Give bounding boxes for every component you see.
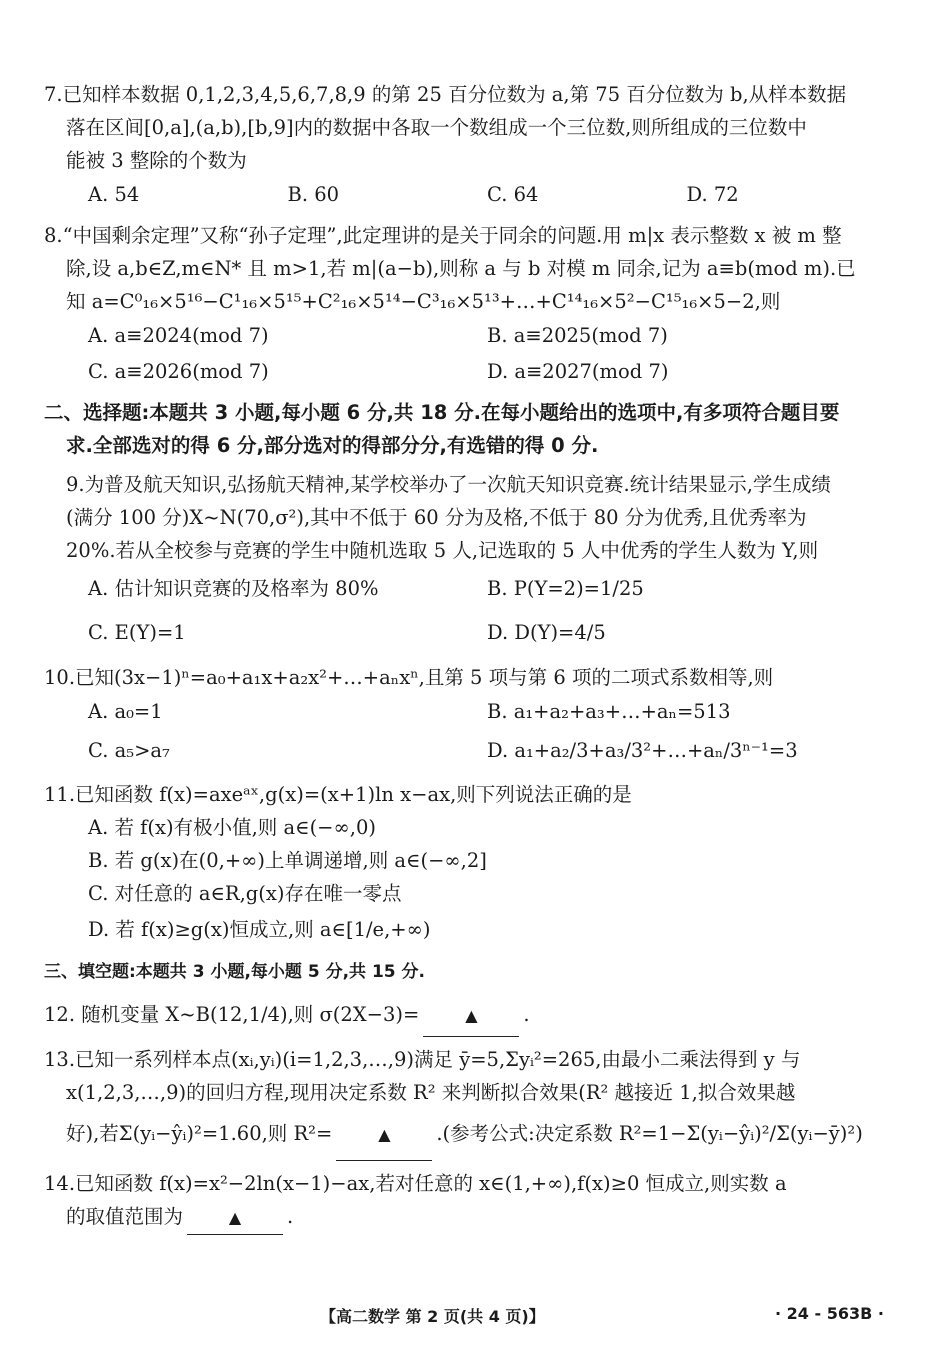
q7-option-b: B. 60	[287, 183, 340, 206]
q14-period: .	[287, 1205, 294, 1228]
q11-option-b: B. 若 g(x)在(0,+∞)上单调递增,则 a∈(−∞,2]	[88, 849, 487, 872]
q7-option-a: A. 54	[88, 183, 140, 206]
q8-option-d: D. a≡2027(mod 7)	[487, 360, 669, 383]
q14-answer-blank	[187, 1200, 283, 1235]
q11-option-d: D. 若 f(x)≥g(x)恒成立,则 a∈[1/e,+∞)	[88, 918, 431, 941]
q9-line-3: 20%.若从全校参与竞赛的学生中随机选取 5 人,记选取的 5 人中优秀的学生人数为 Y,则	[66, 539, 819, 562]
q9-option-d: D. D(Y)=4/5	[487, 621, 606, 644]
section-3-line: 三、填空题:本题共 3 小题,每小题 5 分,共 15 分.	[44, 962, 425, 982]
q8-option-b: B. a≡2025(mod 7)	[487, 324, 668, 347]
q13-line-3-end: .(参考公式:决定系数 R²=1−Σ(yᵢ−ŷᵢ)²/Σ(yᵢ−ȳ)²)	[436, 1122, 863, 1145]
section-3-heading	[44, 956, 886, 989]
q14-line-1: 14.已知函数 f(x)=x²−2ln(x−1)−ax,若对任意的 x∈(1,+∞),f(x)≥0 恒成立,则实数 a	[44, 1172, 787, 1195]
q7-line-2: 落在区间[0,a],(a,b),[b,9]内的数据中各取一个数组成一个三位数,则所组成的三位数中	[66, 116, 807, 139]
q8-line-2: 除,设 a,b∈Z,m∈N* 且 m>1,若 m|(a−b),则称 a 与 b 对模 m 同余,记为 a≡b(mod m).已	[66, 257, 856, 280]
q10-option-b: B. a₁+a₂+a₃+…+aₙ=513	[487, 700, 731, 723]
q8-line-3: 知 a=C⁰₁₆×5¹⁶−C¹₁₆×5¹⁵+C²₁₆×5¹⁴−C³₁₆×5¹³+…+C¹⁴₁₆×5²−C¹⁵₁₆×5−2,则	[66, 290, 781, 313]
question-7	[44, 78, 886, 213]
footer-code: · 24 - 563B ·	[775, 1304, 884, 1323]
q10-option-c: C. a₅>a₇	[88, 739, 170, 762]
q10-option-a: A. a₀=1	[88, 700, 163, 723]
q9-line-2: (满分 100 分)X~N(70,σ²),其中不低于 60 分为及格,不低于 80 分为优秀,且优秀率为	[66, 506, 807, 529]
q7-option-c: C. 64	[487, 183, 539, 206]
q11-option-a: A. 若 f(x)有极小值,则 a∈(−∞,0)	[88, 816, 376, 839]
q7-options	[44, 177, 886, 213]
blank-triangle-icon: ▲	[465, 1006, 478, 1025]
q12-period: .	[523, 1003, 530, 1026]
q7-option-d: D. 72	[686, 183, 739, 206]
page-footer	[0, 1304, 950, 1330]
q8-options-row-1	[44, 318, 886, 354]
q13-line-3-start: 好),若Σ(yᵢ−ŷᵢ)²=1.60,则 R²=	[66, 1122, 333, 1145]
question-13	[44, 1043, 886, 1161]
q9-options-row-2	[44, 611, 886, 655]
question-12	[44, 995, 886, 1037]
q10-option-d: D. a₁+a₂/3+a₃/3²+…+aₙ/3ⁿ⁻¹=3	[487, 739, 798, 762]
q12-answer-blank	[423, 995, 519, 1037]
question-11	[44, 778, 886, 950]
q11-option-c: C. 对任意的 a∈R,g(x)存在唯一零点	[88, 882, 402, 905]
q11-line-1: 11.已知函数 f(x)=axeᵃˣ,g(x)=(x+1)ln x−ax,则下列说法正确的是	[44, 783, 632, 806]
blank-triangle-icon: ▲	[228, 1208, 242, 1227]
q9-option-c: C. E(Y)=1	[88, 621, 186, 644]
q7-line-1: 7.已知样本数据 0,1,2,3,4,5,6,7,8,9 的第 25 百分位数为 a,第 75 百分位数为 b,从样本数据	[44, 83, 847, 106]
q13-answer-blank	[336, 1109, 432, 1161]
q10-options-row-1	[44, 694, 886, 730]
q9-line-1: 9.为普及航天知识,弘扬航天精神,某学校举办了一次航天知识竞赛.统计结果显示,学生成绩	[66, 473, 831, 496]
q13-line-1: 13.已知一系列样本点(xᵢ,yᵢ)(i=1,2,3,…,9)满足 ȳ=5,Σyᵢ²=265,由最小二乘法得到 y 与	[44, 1048, 801, 1071]
q9-options-row-1	[44, 567, 886, 611]
section-2-line-2: 求.全部选对的得 6 分,部分选对的得部分分,有选错的得 0 分.	[66, 434, 599, 457]
q9-option-b: B. P(Y=2)=1/25	[487, 577, 644, 600]
question-9	[44, 468, 886, 655]
q10-options-row-2	[44, 730, 886, 772]
q8-option-c: C. a≡2026(mod 7)	[88, 360, 269, 383]
q12-text: 12. 随机变量 X~B(12,1/4),则 σ(2X−3)=	[44, 1003, 420, 1026]
section-2-line-1: 二、选择题:本题共 3 小题,每小题 6 分,共 18 分.在每小题给出的选项中,有多项符合题目要	[44, 401, 840, 424]
blank-triangle-icon: ▲	[378, 1125, 391, 1144]
question-10	[44, 661, 886, 772]
q7-line-3: 能被 3 整除的个数为	[66, 149, 247, 172]
question-8	[44, 219, 886, 390]
footer-page-info: 【高二数学 第 2 页(共 4 页)】	[320, 1307, 545, 1326]
q8-option-a: A. a≡2024(mod 7)	[88, 324, 269, 347]
question-14	[44, 1167, 886, 1235]
q13-line-2: x(1,2,3,…,9)的回归方程,现用决定系数 R² 来判断拟合效果(R² 越接近 1,拟合效果越	[66, 1081, 796, 1104]
q8-options-row-2	[44, 354, 886, 390]
q10-line-1: 10.已知(3x−1)ⁿ=a₀+a₁x+a₂x²+…+aₙxⁿ,且第 5 项与第 6 项的二项式系数相等,则	[44, 666, 774, 689]
q8-line-1: 8.“中国剩余定理”又称“孙子定理”,此定理讲的是关于同余的问题.用 m|x 表示整数 x 被 m 整	[44, 224, 842, 247]
section-2-heading	[44, 396, 886, 462]
q14-line-2-start: 的取值范围为	[66, 1205, 184, 1228]
q9-option-a: A. 估计知识竞赛的及格率为 80%	[88, 577, 379, 600]
